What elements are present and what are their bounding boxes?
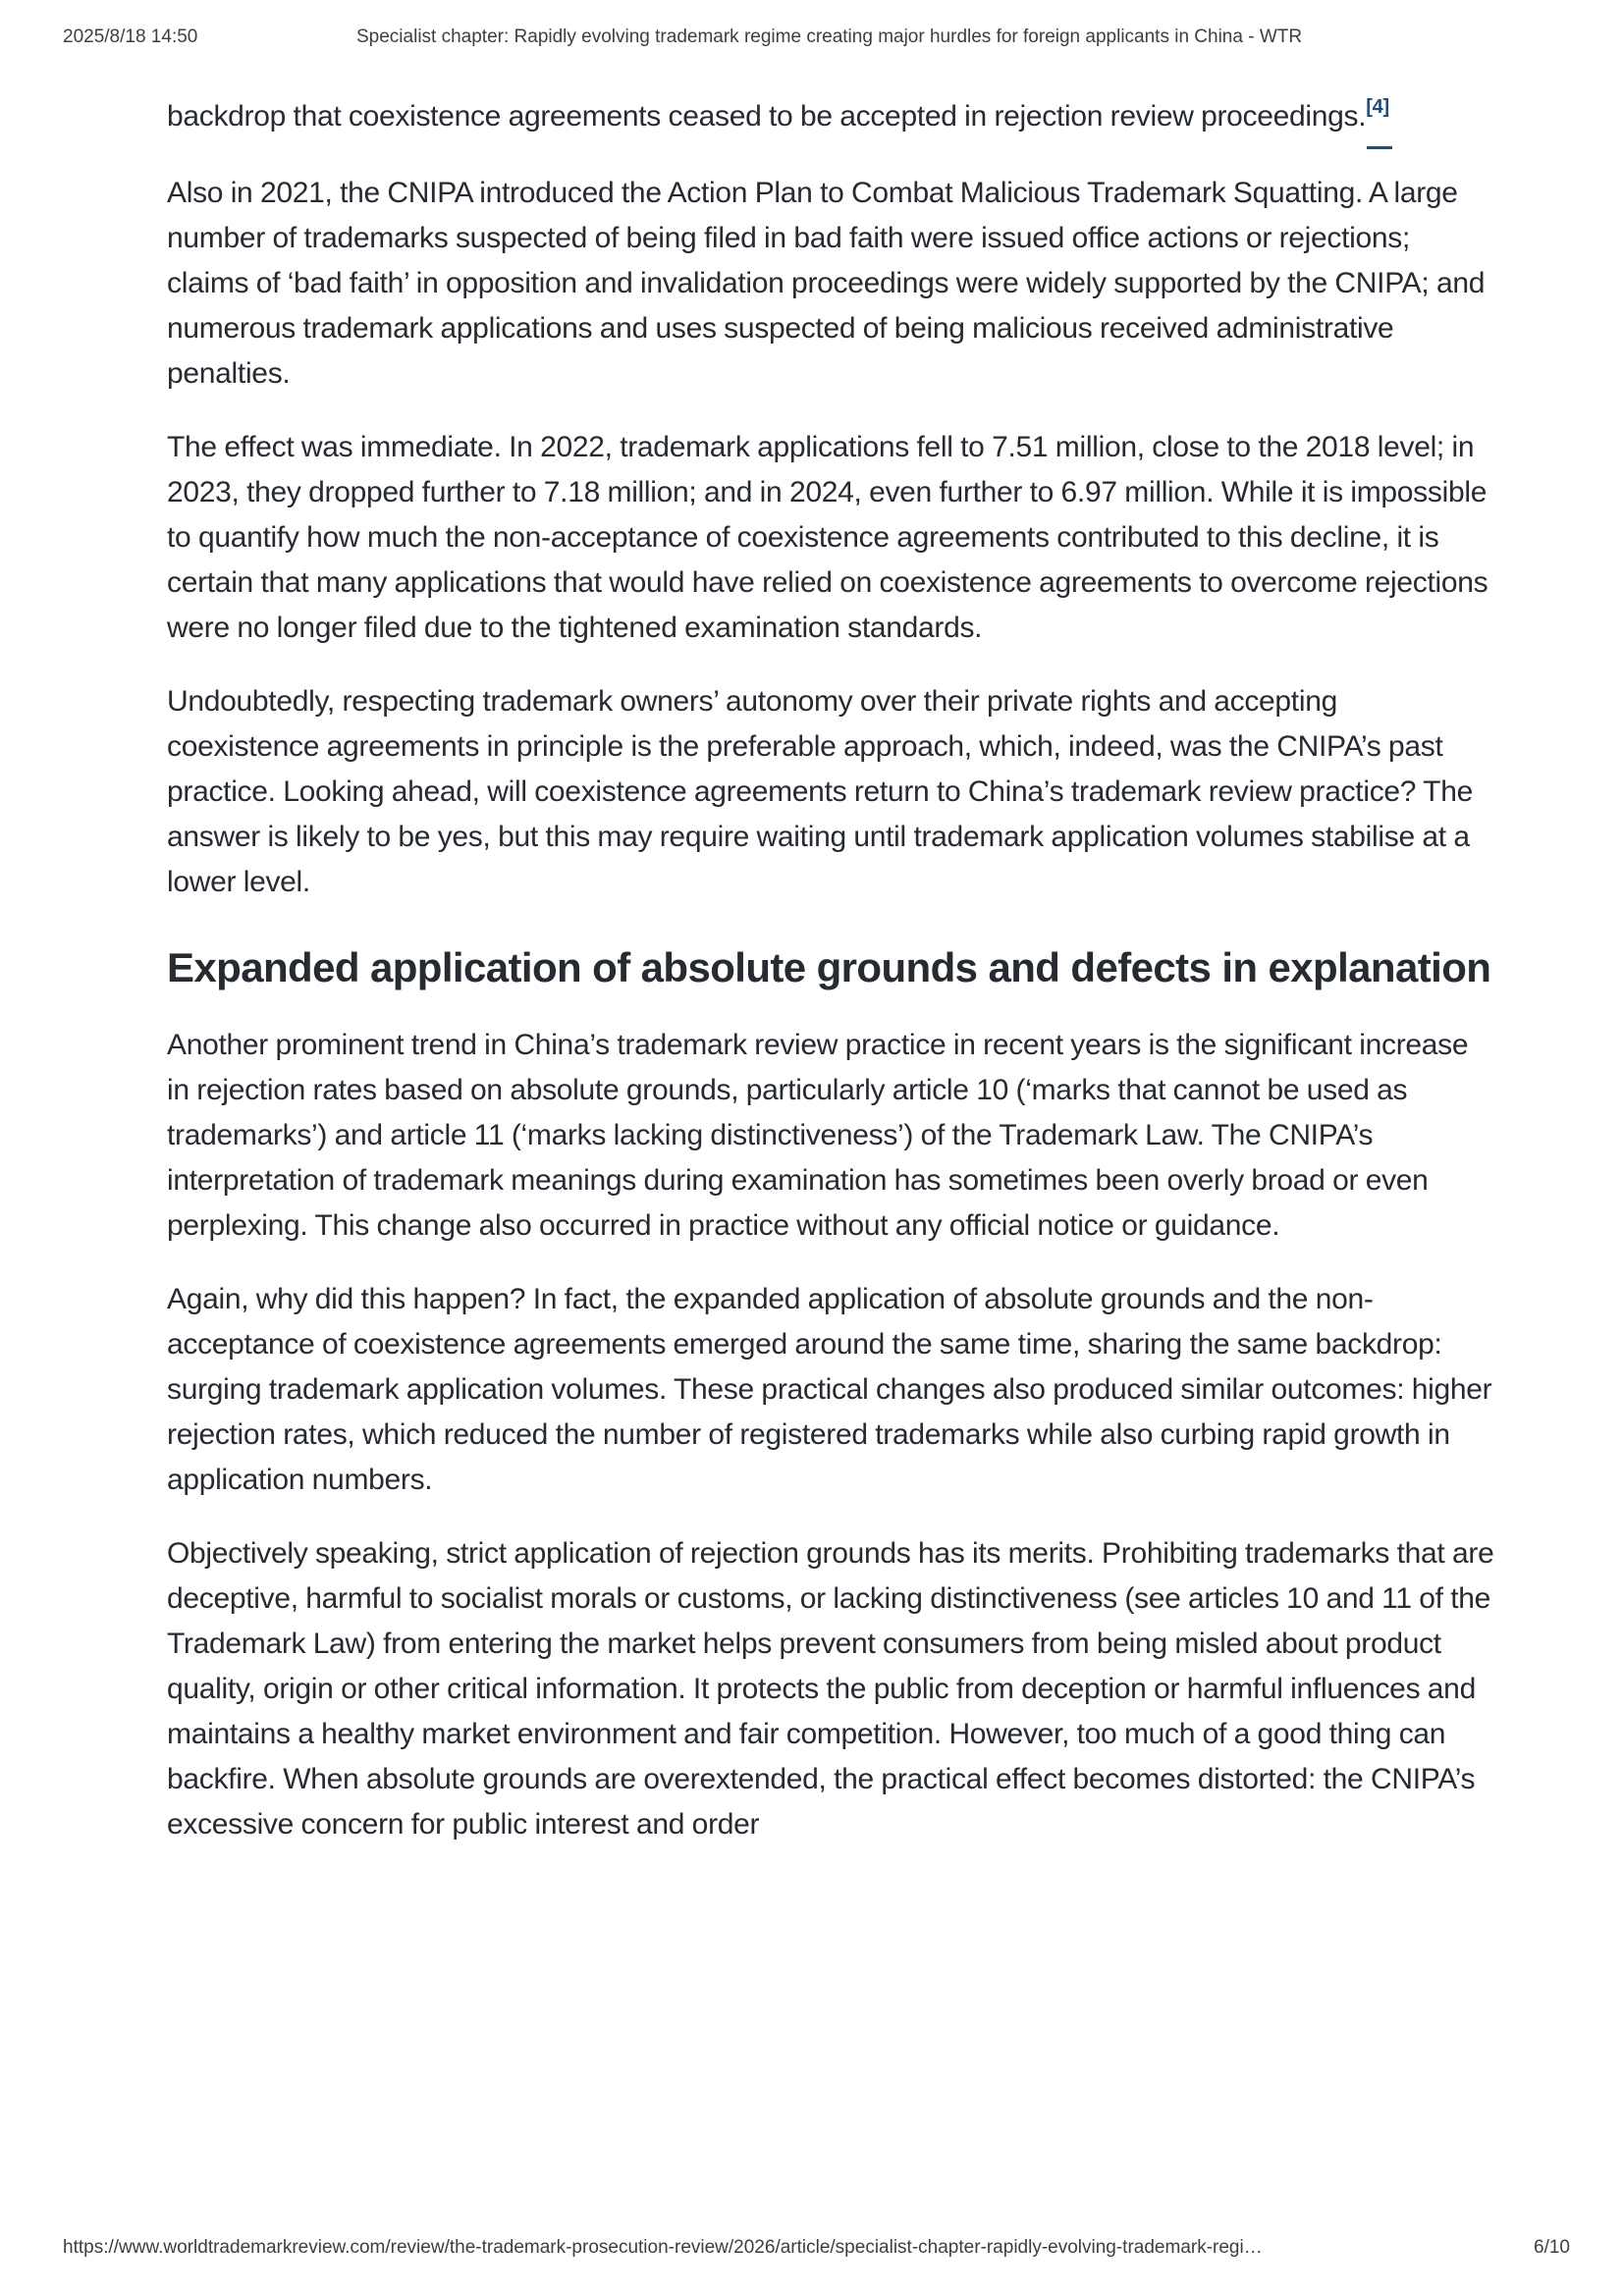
- paragraph: Again, why did this happen? In fact, the expanded application of absolute grounds and the non-acceptance of coexistence agreements emerged around the same time, sharing the same backdrop: surging trademark application volumes. These practical changes also produced similar outcomes: higher rejection rates, which reduced the number of registered trademarks while also curbing rapid growth in application numbers.: [167, 1283, 1492, 1496]
- print-header: [0, 27, 1623, 52]
- paragraph: Another prominent trend in China’s trademark review practice in recent years is the significant increase in rejection rates based on absolute grounds, particularly article 10 (‘marks that cannot be used as trademarks’) and article 11 (‘marks lacking distinctiveness’) of the Trademark Law. The CNIPA’s interpretation of trademark meanings during examination has sometimes been overly broad or even perplexing. This change also occurred in practice without any official notice or guidance.: [167, 1029, 1469, 1242]
- print-footer: [0, 2237, 1623, 2263]
- paragraph: Undoubtedly, respecting trademark owners’ autonomy over their private rights and accepting coexistence agreements in principle is the preferable approach, which, indeed, was the CNIPA’s past practice. Looking ahead, will coexistence agreements return to China’s trademark review practice? The answer is likely to be yes, but this may require waiting until trademark application volumes stabilise at a lower level.: [167, 685, 1473, 898]
- print-title: Specialist chapter: Rapidly evolving trademark regime creating major hurdles for foreign applicants in China - WTR: [356, 27, 1303, 47]
- paragraph: Also in 2021, the CNIPA introduced the Action Plan to Combat Malicious Trademark Squatting. A large number of trademarks suspected of being filed in bad faith were issued office actions or rejections; claims of ‘bad faith’ in opposition and invalidation proceedings were widely supported by the CNIPA; and numerous trademark applications and uses suspected of being malicious received administrative penalties.: [167, 177, 1486, 390]
- paragraph-continuation: [167, 94, 1494, 142]
- footnote-underline: [1367, 146, 1392, 149]
- footnote-ref-4[interactable]: [1366, 94, 1389, 142]
- print-datetime: 2025/8/18 14:50: [63, 27, 198, 47]
- footer-url: https://www.worldtrademarkreview.com/review/the-trademark-prosecution-review/2026/article/specialist-chapter-rapidly-evolving-trademark-regi…: [63, 2237, 1263, 2258]
- paragraph: Objectively speaking, strict application of rejection grounds has its merits. Prohibiting trademarks that are deceptive, harmful to socialist morals or customs, or lacking distinctiveness (see articles 10 and 11 of the Trademark Law) from entering the market helps prevent consumers from being misled about product quality, origin or other critical information. It protects the public from deception or harmful influences and maintains a healthy market environment and fair competition. However, too much of a good thing can backfire. When absolute grounds are overextended, the practical effect becomes distorted: the CNIPA’s excessive concern for public interest and order: [167, 1537, 1494, 1841]
- section-heading: Expanded application of absolute grounds and defects in explanation: [167, 944, 1491, 990]
- page-number: 6/10: [1534, 2237, 1570, 2258]
- footnote-link[interactable]: [4]: [1366, 96, 1389, 118]
- paragraph: The effect was immediate. In 2022, trademark applications fell to 7.51 million, close to the 2018 level; in 2023, they dropped further to 7.18 million; and in 2024, even further to 6.97 million. While it is impossible to quantify how much the non-acceptance of coexistence agreements contributed to this decline, it is certain that many applications that would have relied on coexistence agreements to overcome rejections were no longer filed due to the tightened examination standards.: [167, 431, 1488, 644]
- article-body: [167, 94, 1494, 1876]
- paragraph-text: backdrop that coexistence agreements ceased to be accepted in rejection review proceedings.: [167, 100, 1367, 133]
